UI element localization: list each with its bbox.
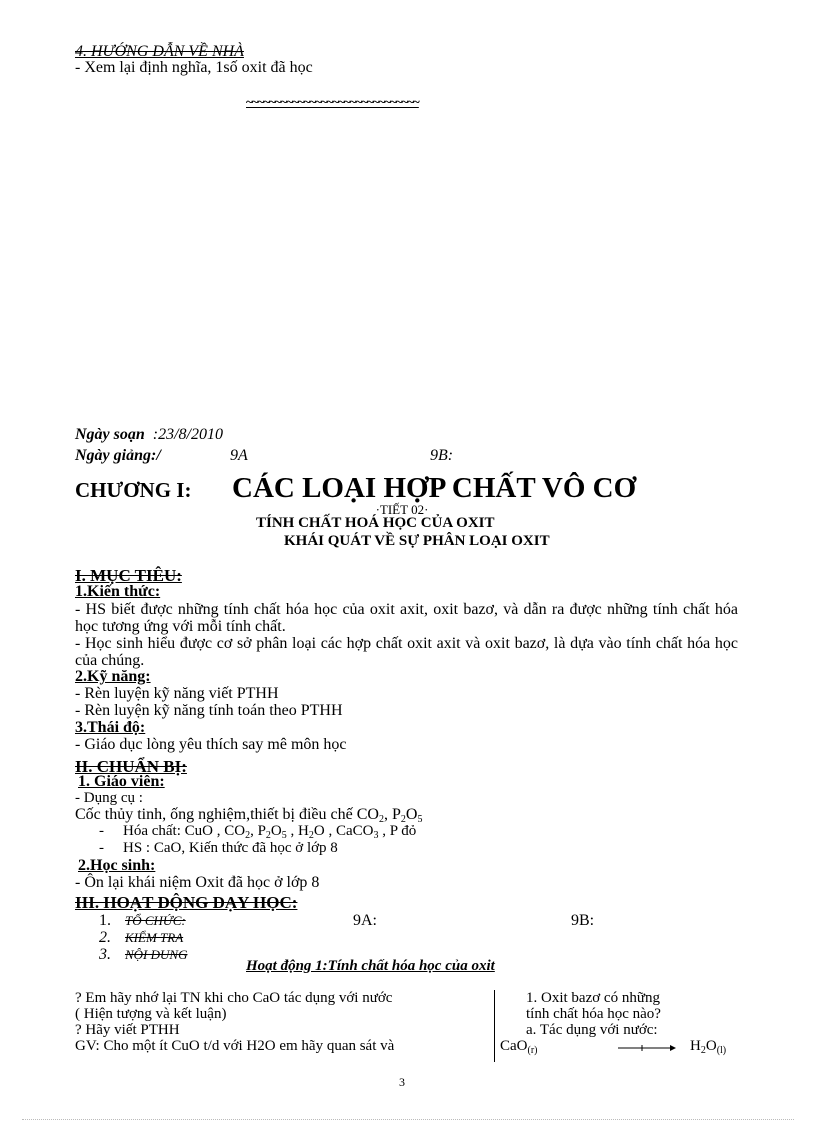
tools-label: - Dụng cụ : <box>75 790 143 806</box>
teacher-line-2: ( Hiện tượng và kết luận) <box>75 1006 227 1022</box>
content-line-1: 1. Oxit bazơ có những <box>526 990 660 1006</box>
knowledge-item-1: - HS biết được những tính chất hóa học của oxit axit, oxit bazơ, và dẫn ra được những tính chất hóa học tương ứng với mỗi tính chất. <box>75 601 738 635</box>
homework-heading: 4. HƯỚNG DẪN VỀ NHÀ <box>75 43 244 60</box>
activity-item-3: 3. NỘI DUNG <box>99 946 188 963</box>
lesson-title-1: TÍNH CHẤT HOÁ HỌC CỦA OXIT <box>256 515 495 531</box>
column-divider <box>494 990 495 1062</box>
lesson-title-2: KHÁI QUÁT VỀ SỰ PHÂN LOẠI OXIT <box>284 533 550 549</box>
hs-item: - HS : CaO, Kiến thức đã học ở lớp 8 <box>99 840 338 856</box>
chapter-title: CÁC LOẠI HỢP CHẤT VÔ CƠ <box>232 472 637 504</box>
content-line-2: tính chất hóa học nào? <box>526 1006 661 1022</box>
teacher-line-1: ? Em hãy nhớ lại TN khi cho CaO tác dụng với nước <box>75 990 393 1006</box>
objectives-heading: I. MỤC TIÊU: <box>75 566 182 585</box>
activities-heading: III. HOẠT ĐỘNG DẠY HỌC: <box>75 893 298 912</box>
knowledge-heading: 1.Kiến thức: <box>75 583 161 600</box>
teacher-line-4: GV: Cho một ít CuO t/d với H2O em hãy quan sát và <box>75 1038 395 1054</box>
reaction-arrow-icon <box>618 1044 676 1052</box>
skills-heading: 2.Kỹ năng: <box>75 668 151 685</box>
preparation-heading: II. CHUẨN BỊ: <box>75 757 187 776</box>
content-column <box>500 990 738 1056</box>
homework-item: - Xem lại định nghĩa, 1số oxit đã học <box>75 59 313 76</box>
activity-item-2: 2. KIỂM TRA <box>99 929 184 946</box>
activity-class-9b: 9B: <box>571 912 595 929</box>
activity-1-title: Hoạt động 1:Tính chất hóa học của oxit <box>246 958 495 974</box>
student-heading: 2.Học sinh: <box>78 857 156 874</box>
teacher-line-3: ? Hãy viết PTHH <box>75 1022 180 1038</box>
page-bottom-border <box>22 1119 794 1120</box>
student-item: - Ôn lại khái niệm Oxit đã học ở lớp 8 <box>75 874 320 891</box>
equation-line: CaO$_{(r)}$ $H_2O_{(l)}$ <box>500 1038 727 1056</box>
skill-item-2: - Rèn luyện kỹ năng tính toán theo PTHH <box>75 702 343 719</box>
date-taught-label: Ngày giảng:/ <box>75 447 161 464</box>
activity-class-9a: 9A: <box>353 912 377 929</box>
chemicals-item: - Hóa chất: CuO , $CO_2$, $P_2O_5$ , $H_2O$ , CaCO$_3$ , P đỏ <box>99 823 417 841</box>
attitude-item: - Giáo dục lòng yêu thích say mê môn học <box>75 736 347 753</box>
attitude-heading: 3.Thái độ: <box>75 719 146 736</box>
skill-item-1: - Rèn luyện kỹ năng viết PTHH <box>75 685 279 702</box>
date-taught-9a: 9A <box>230 447 248 464</box>
chapter-label: CHƯƠNG I: <box>75 478 192 502</box>
teacher-column <box>75 990 489 1054</box>
activity-item-1: 1. TỔ CHỨC: <box>99 912 186 929</box>
period-label: ·TIẾT 02· <box>375 502 429 517</box>
teacher-heading: 1. Giáo viên: <box>78 773 165 790</box>
content-line-3: a. Tác dụng với nước: <box>526 1022 658 1038</box>
date-taught-9b: 9B: <box>430 447 454 464</box>
tilde-separator: ~~~~~~~~~~~~~~~~~~~~~~~~~~~~~~ <box>246 94 419 109</box>
tools-list: Cốc thủy tinh, ống nghiệm,thiết bị điều chế $CO_2$, $P_2O_5$ <box>75 806 423 825</box>
page-number: 3 <box>399 1075 405 1089</box>
date-prepared: Ngày soạn :23/8/2010 <box>75 426 223 443</box>
lesson-table <box>75 990 738 1062</box>
knowledge-item-2: - Học sinh hiểu được cơ sở phân loại các hợp chất oxit axit và oxit bazơ, là dựa vào tính chất hóa học của chúng. <box>75 635 738 669</box>
